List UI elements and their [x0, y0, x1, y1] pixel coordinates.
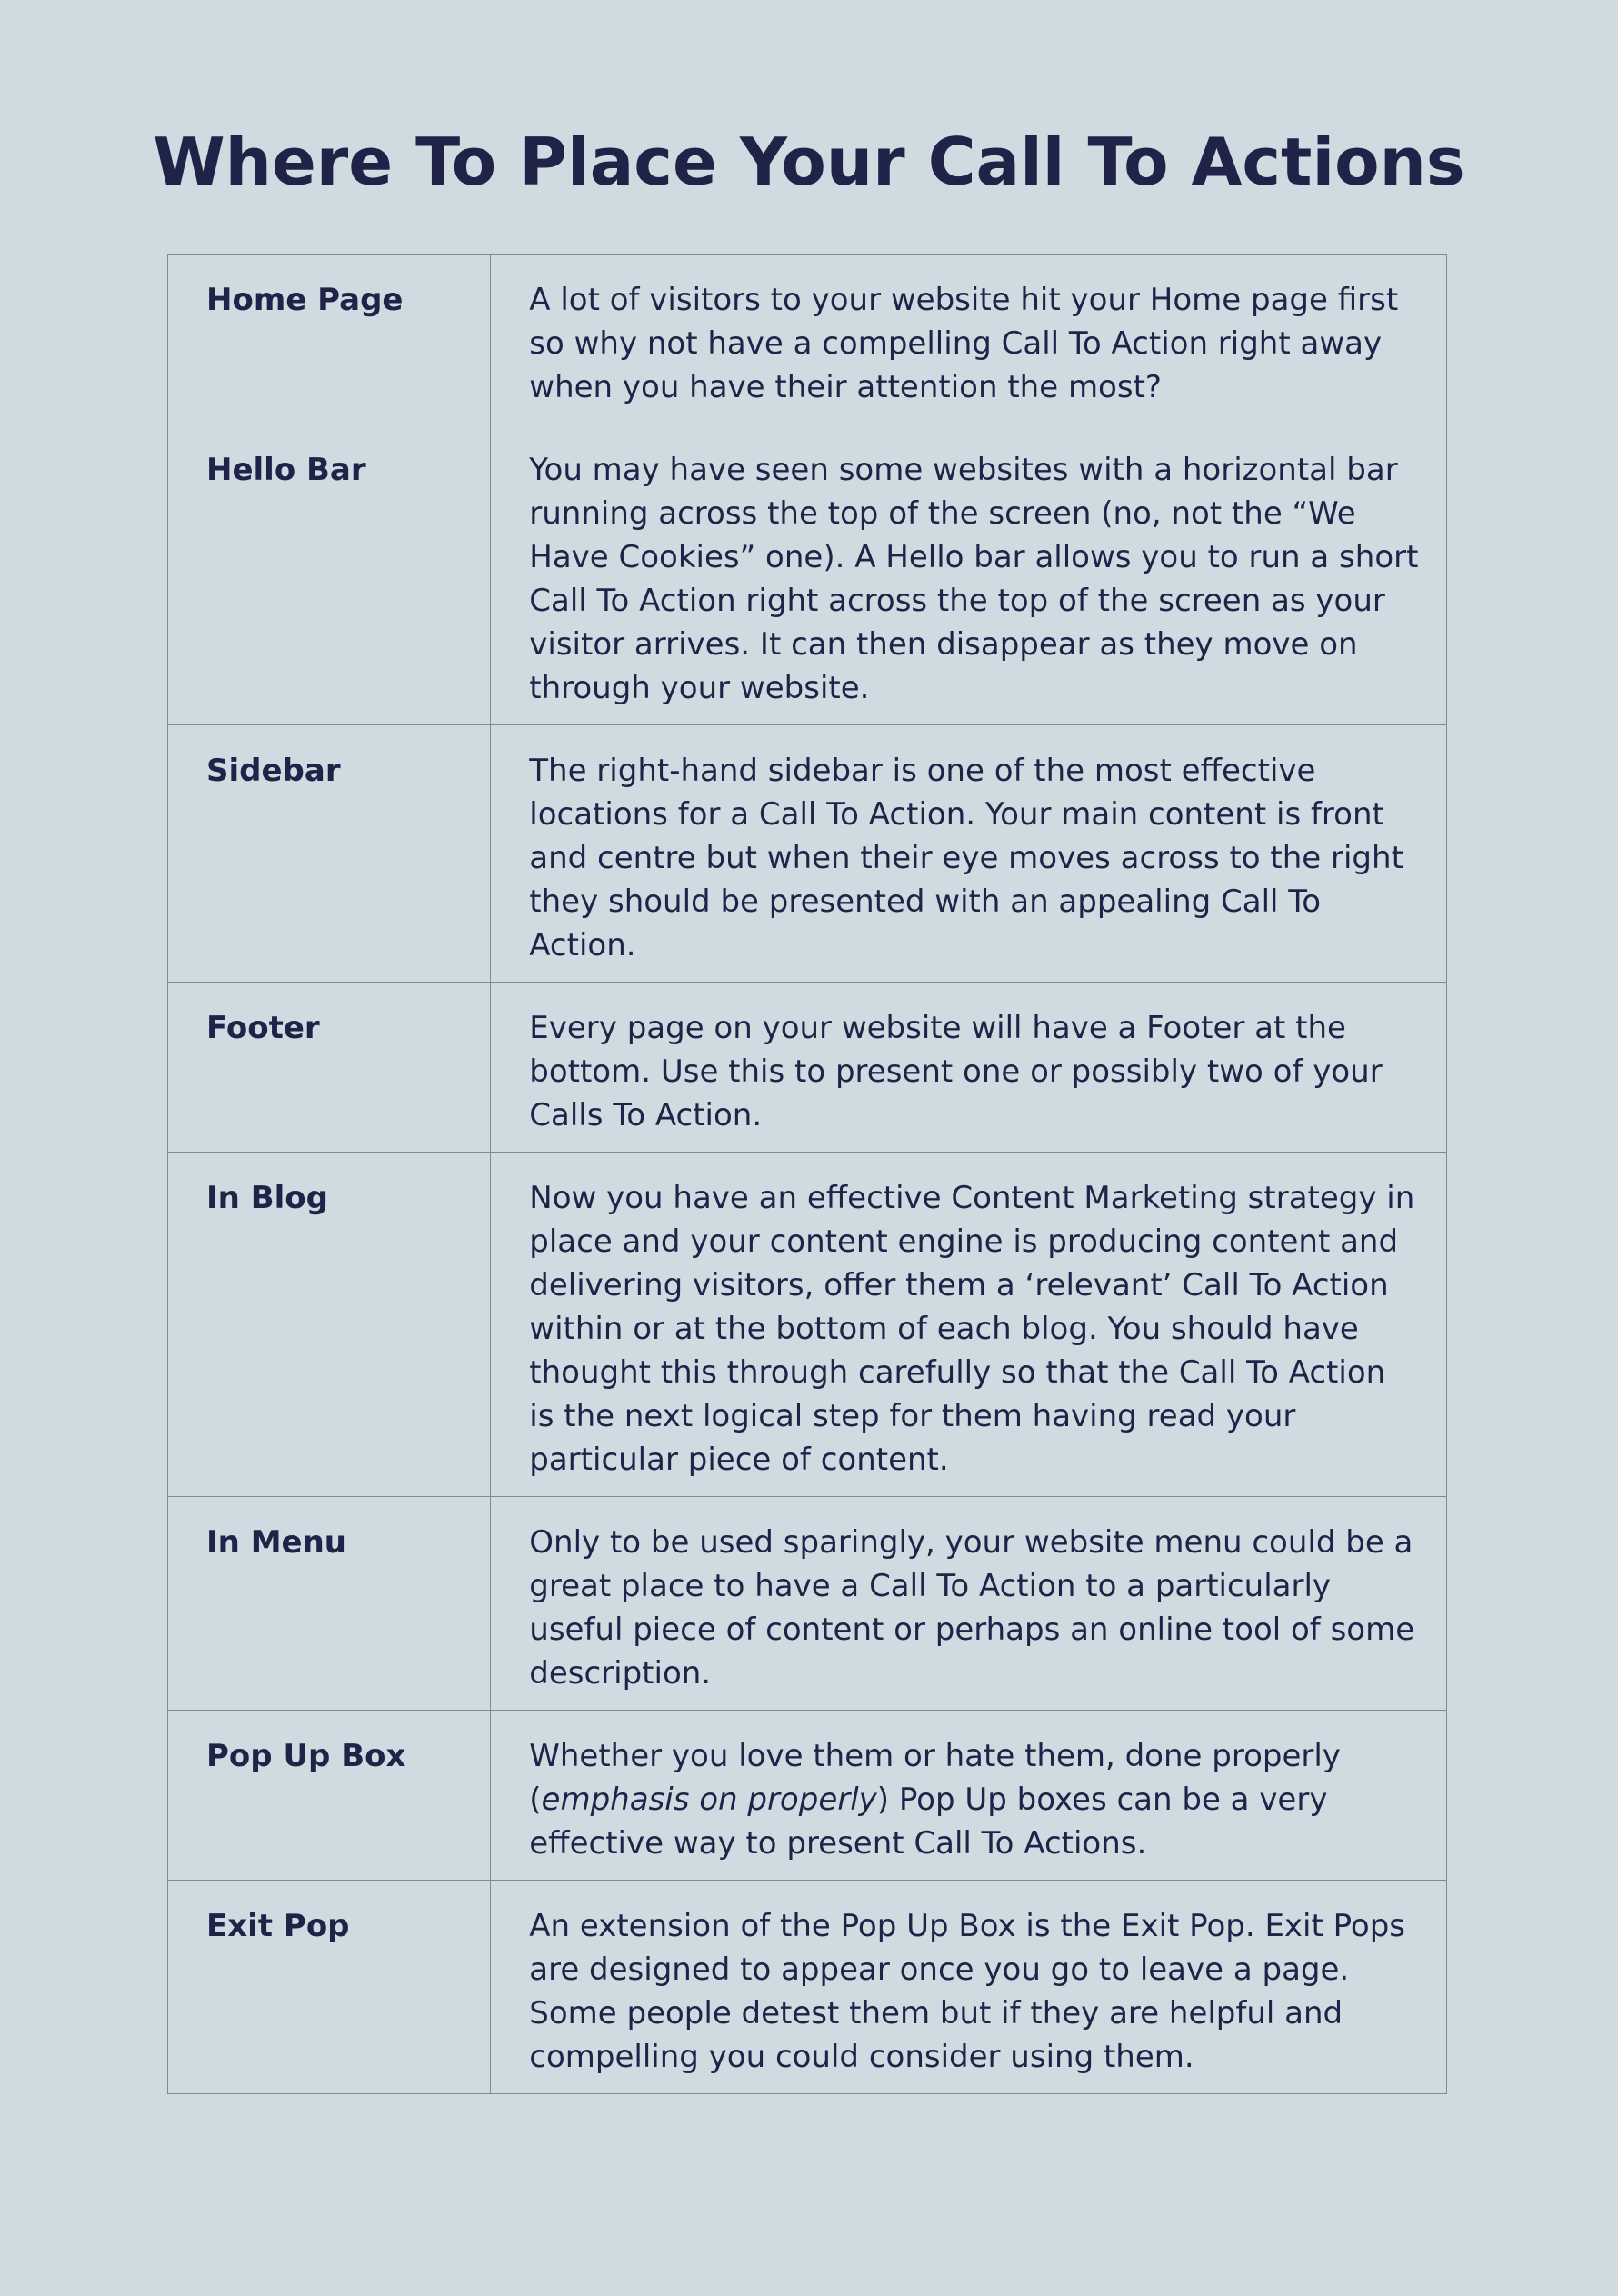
description-emphasis: emphasis on properly — [541, 1782, 877, 1818]
location-cell: In Blog — [168, 1153, 491, 1497]
table-row — [168, 725, 1447, 983]
location-cell: Hello Bar — [168, 424, 491, 725]
description-cell: The right-hand sidebar is one of the most effective locations for a Call To Action. Your main content is front and centre but when their eye moves across to the right they should be presented with an appealing Call To Action. — [491, 725, 1447, 983]
location-cell: Exit Pop — [168, 1881, 491, 2094]
description-cell: An extension of the Pop Up Box is the Exit Pop. Exit Pops are designed to appear once you go to leave a page. Some people detest them but if they are helpful and compelling you could consider using them. — [491, 1881, 1447, 2094]
location-cell: Pop Up Box — [168, 1711, 491, 1881]
description-cell: You may have seen some websites with a horizontal bar running across the top of the screen (no, not the “We Have Cookies” one). A Hello bar allows you to run a short Call To Action right across the top of the screen as your visitor arrives. It can then disappear as they move on through your website. — [491, 424, 1447, 725]
description-cell: Only to be used sparingly, your website menu could be a great place to have a Call To Action to a particularly useful piece of content or perhaps an online tool of some description. — [491, 1497, 1447, 1711]
table-row — [168, 1711, 1447, 1881]
description-cell: Now you have an effective Content Marketing strategy in place and your content engine is producing content and delivering visitors, offer them a ‘relevant’ Call To Action within or at the bottom of each blog. You should have thought this through carefully so that the Call To Action is the next logical step for them having read your particular piece of content. — [491, 1153, 1447, 1497]
table-row — [168, 1881, 1447, 2094]
description-cell: Every page on your website will have a Footer at the bottom. Use this to present one or possibly two of your Calls To Action. — [491, 983, 1447, 1153]
description-text-before: Whether you love them or hate them, done properly ( — [529, 1738, 1341, 1818]
table-row — [168, 983, 1447, 1153]
description-cell — [491, 1711, 1447, 1881]
location-cell: Footer — [168, 983, 491, 1153]
table-row — [168, 424, 1447, 725]
location-cell: Sidebar — [168, 725, 491, 983]
table-row — [168, 1497, 1447, 1711]
table-row — [168, 255, 1447, 424]
cta-placement-table — [167, 254, 1447, 2094]
page-title: Where To Place Your Call To Actions — [153, 124, 1465, 200]
location-cell: Home Page — [168, 255, 491, 424]
description-cell: A lot of visitors to your website hit your Home page first so why not have a compelling Call To Action right away when you have their attention the most? — [491, 255, 1447, 424]
description-text-after: ) Pop Up boxes can be a very effective way to present Call To Actions. — [529, 1782, 1328, 1862]
table-row — [168, 1153, 1447, 1497]
location-cell: In Menu — [168, 1497, 491, 1711]
